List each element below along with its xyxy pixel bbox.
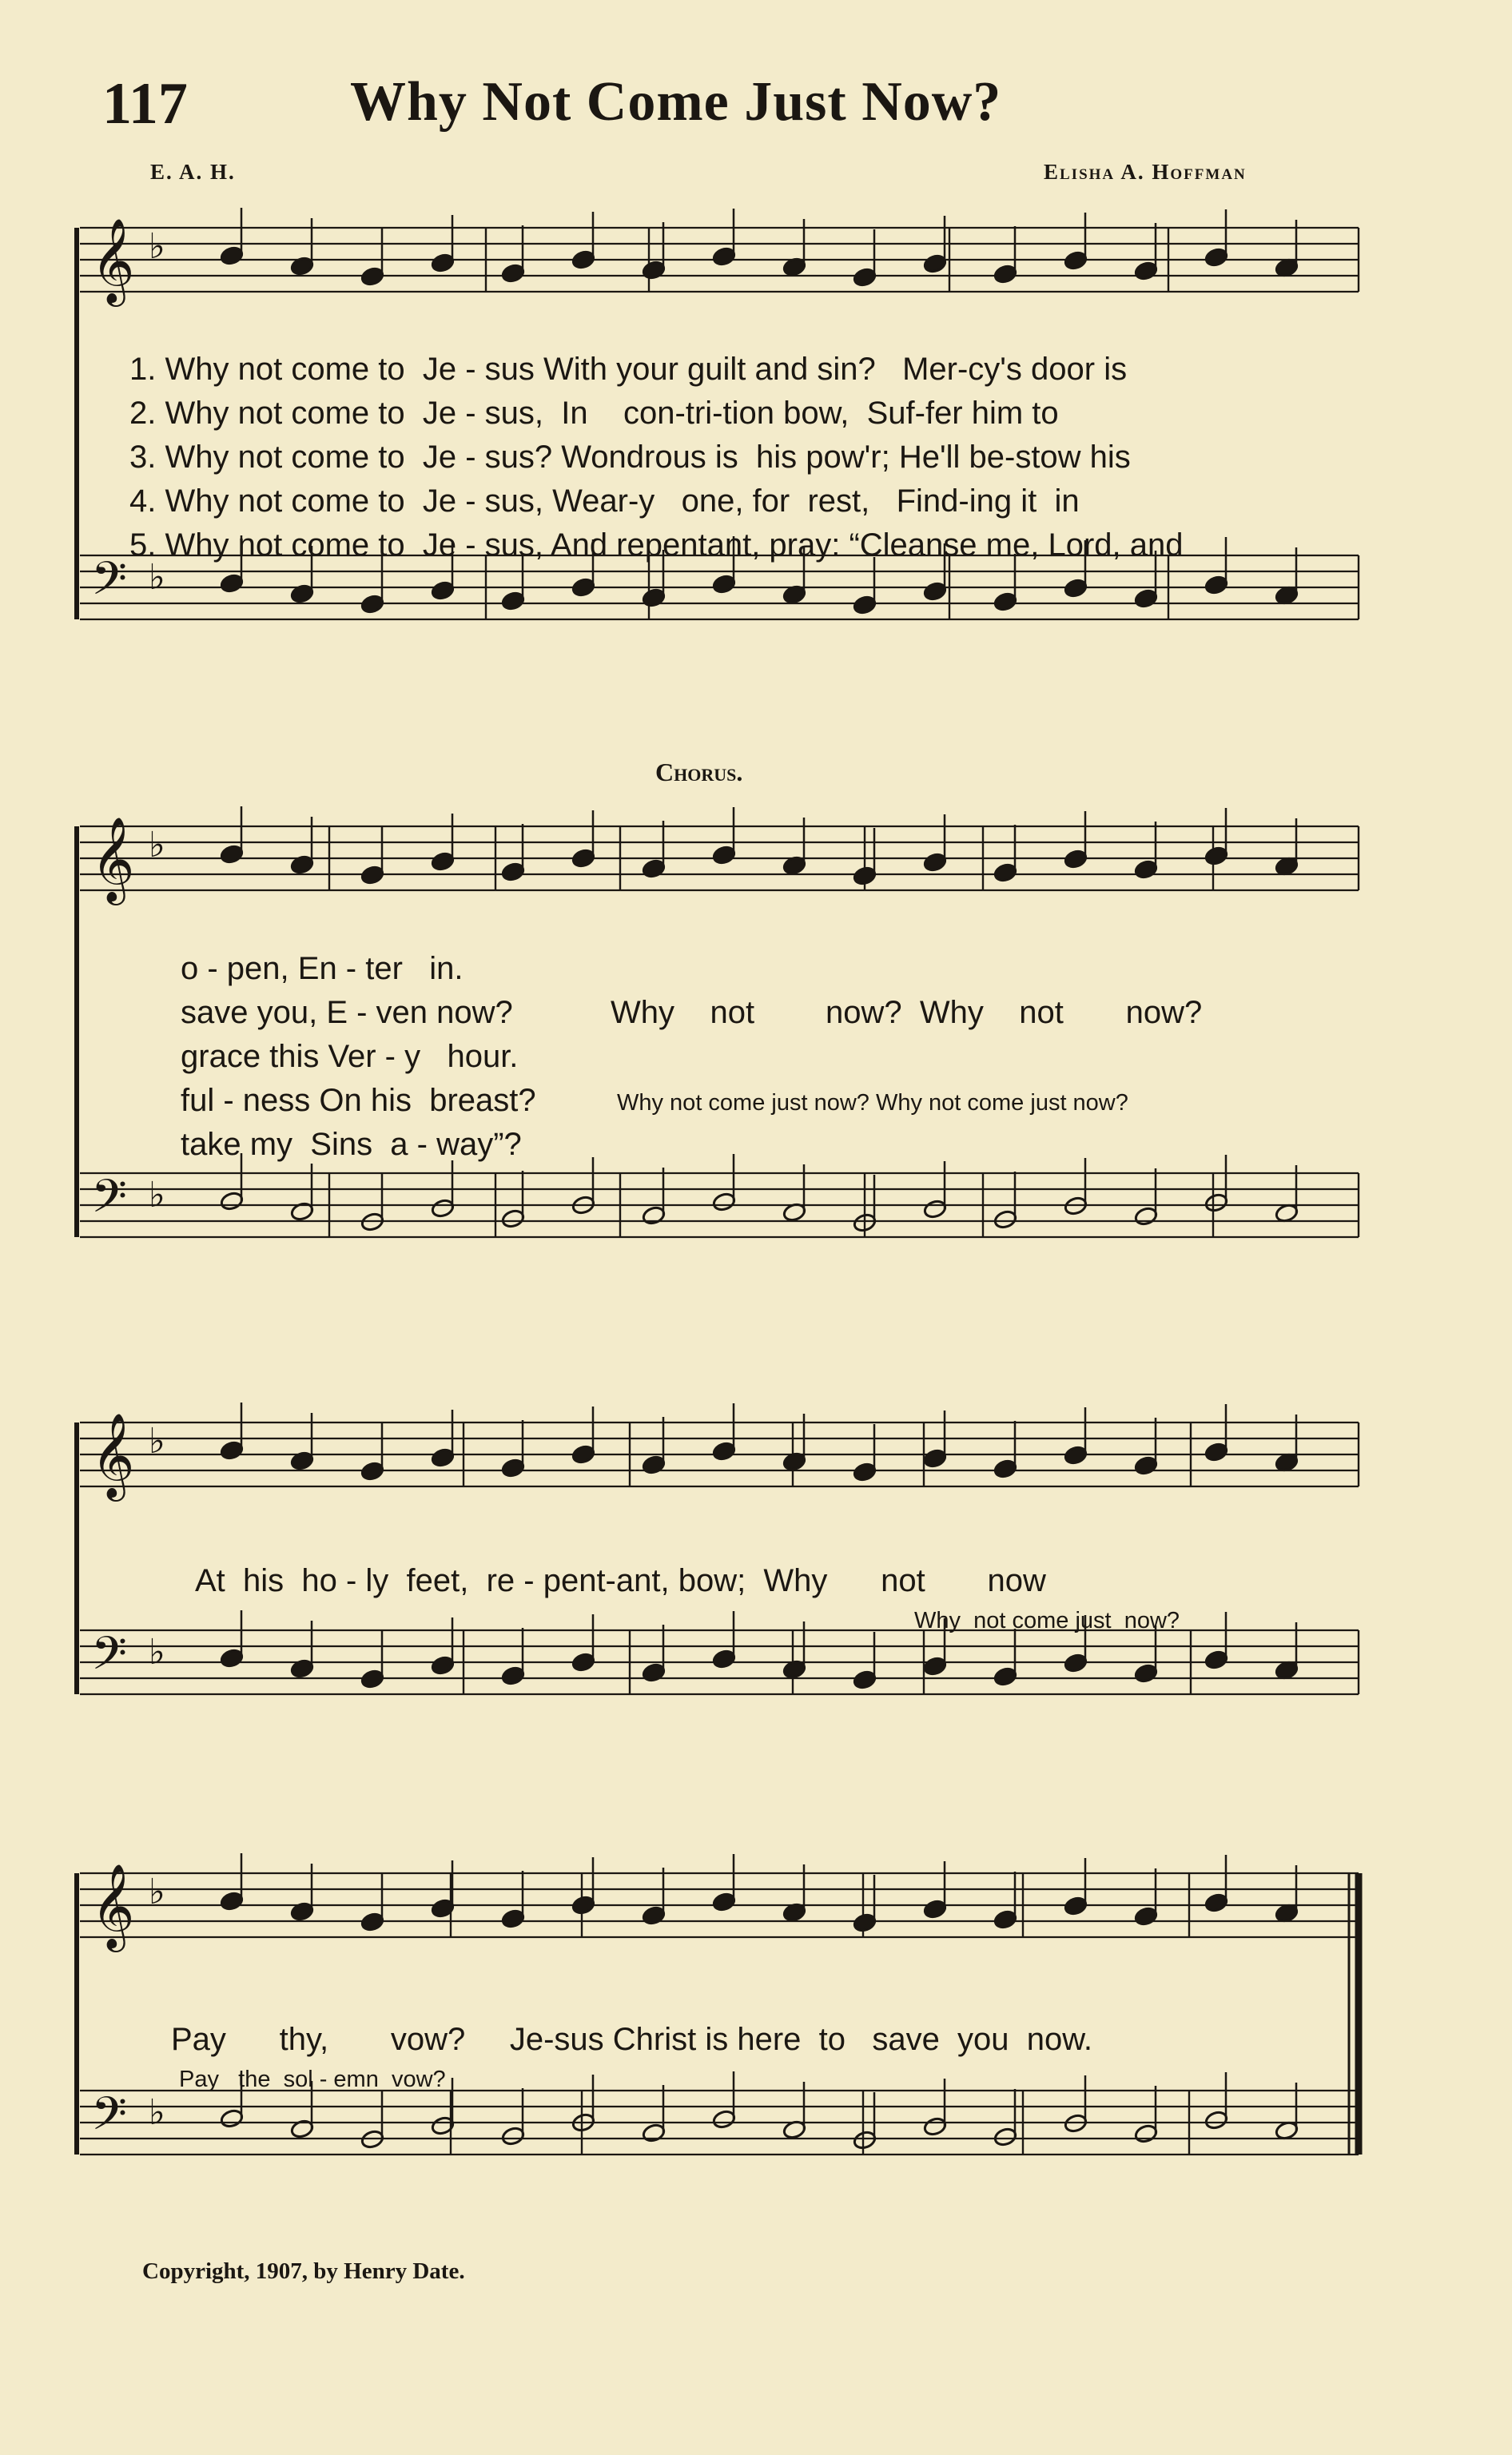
system-4-bass-note bbox=[993, 2127, 1018, 2147]
system-2-bass-note bbox=[1134, 1206, 1159, 1227]
system-1-bass-flat: ♭ bbox=[149, 557, 165, 598]
system-4-treble-note bbox=[360, 1912, 385, 1932]
system-3-bass-note bbox=[712, 1649, 737, 1669]
system-2-treble-clef: 𝄞 bbox=[91, 816, 135, 901]
system-1-bass-note bbox=[360, 594, 385, 615]
verse-1-ending: o - pen, En - ter in. bbox=[181, 951, 464, 986]
system-2-bass-note bbox=[220, 1191, 245, 1212]
system-3-bass-note bbox=[853, 1669, 877, 1690]
system-4-treble-note bbox=[1064, 1896, 1088, 1916]
system-2-treble-flat: ♭ bbox=[149, 825, 165, 865]
system-2-bass-note bbox=[1204, 1192, 1229, 1213]
system-4-bass-note bbox=[220, 2108, 245, 2129]
system-4-treble-note bbox=[923, 1899, 948, 1920]
system-1-bass-note bbox=[431, 580, 456, 601]
verse-2-ending: save you, E - ven now? bbox=[181, 995, 513, 1030]
system-4-treble-note bbox=[853, 1912, 877, 1933]
system-4-treble-note bbox=[220, 1891, 245, 1912]
hymn-title: Why Not Come Just Now? bbox=[350, 71, 1002, 133]
verse-5-line bbox=[129, 527, 1183, 563]
system-3-treble-note bbox=[571, 1444, 596, 1465]
system-3-bass-note bbox=[1064, 1653, 1088, 1673]
system-3-treble-note bbox=[1064, 1445, 1088, 1466]
verse-3-ending: grace this Ver - y hour. bbox=[181, 1039, 519, 1074]
system-4-bass-note bbox=[1204, 2110, 1229, 2131]
system-2-treble-note bbox=[1134, 859, 1159, 880]
system-2-bass-note bbox=[712, 1192, 737, 1212]
system-2-treble-note bbox=[571, 848, 596, 869]
system-4-bass-note bbox=[642, 2123, 666, 2143]
system-2-treble-note bbox=[360, 865, 385, 885]
system-3-bass-note bbox=[993, 1666, 1018, 1687]
system-1-bass-note bbox=[853, 595, 877, 615]
system-1-treble-note bbox=[1204, 247, 1229, 268]
system-4-treble-flat: ♭ bbox=[149, 1872, 165, 1912]
system-3-treble-note bbox=[853, 1462, 877, 1482]
system-1-treble-note bbox=[571, 249, 596, 270]
system-3-bass-note bbox=[1134, 1663, 1159, 1684]
system-1-bass-note bbox=[1204, 575, 1229, 595]
verse-3-line bbox=[129, 440, 1131, 475]
system-1-treble-note bbox=[853, 267, 877, 288]
chorus-line-3: Pay thy, vow? Je-sus Christ is here to save you now. bbox=[171, 2022, 1093, 2057]
verse-number: 1. bbox=[129, 352, 157, 387]
system-3-treble-note bbox=[642, 1454, 666, 1475]
system-3-bass-flat: ♭ bbox=[149, 1632, 165, 1673]
system-1-bass-note bbox=[923, 581, 948, 602]
system-1-treble-note bbox=[220, 245, 245, 266]
system-4-bass-flat: ♭ bbox=[149, 2092, 165, 2133]
system-4-treble-note bbox=[712, 1892, 737, 1912]
system-1-treble-flat: ♭ bbox=[149, 226, 165, 267]
verse-4-ending: ful - ness On his breast? bbox=[181, 1083, 536, 1118]
system-1-bass-note bbox=[712, 574, 737, 595]
verse-number: 2. bbox=[129, 396, 157, 431]
system-3-treble-note bbox=[1204, 1442, 1229, 1462]
verse-number: 4. bbox=[129, 483, 157, 519]
system-2-treble-note bbox=[431, 851, 456, 872]
system-2-treble-note bbox=[220, 844, 245, 865]
system-1-treble-note bbox=[501, 263, 526, 284]
system-1-bass-note bbox=[642, 587, 666, 608]
system-2-bass-clef: 𝄢 bbox=[91, 1169, 128, 1235]
chorus-label: Chorus. bbox=[655, 758, 743, 786]
verse-number: 5. bbox=[129, 527, 157, 563]
hymn-number: 117 bbox=[102, 71, 188, 137]
verse-text: Why not come to Je - sus, And repentant, pray: “Cleanse me, Lord, and bbox=[165, 527, 1184, 563]
system-1-treble-note bbox=[1134, 261, 1159, 281]
lyricist-credit: E. A. H. bbox=[150, 160, 236, 184]
system-1-bass-note bbox=[220, 573, 245, 594]
verse-4-line bbox=[129, 483, 1080, 519]
verse-1-line bbox=[129, 352, 1127, 388]
system-3-bass-note bbox=[642, 1662, 666, 1683]
system-3-bass-note bbox=[1204, 1649, 1229, 1670]
verse-text: Why not come to Je - sus? Wondrous is his pow'r; He'll be-stow his bbox=[165, 440, 1131, 475]
system-3-treble-clef: 𝄞 bbox=[91, 1412, 135, 1498]
system-1-bass-note bbox=[1134, 588, 1159, 609]
system-3-treble-note bbox=[431, 1447, 456, 1468]
chorus-line-1-echo: Why not come just now? Why not come just now? bbox=[617, 1090, 1128, 1116]
system-4-treble-clef: 𝄞 bbox=[91, 1863, 135, 1948]
system-1-bass-note bbox=[993, 591, 1018, 612]
system-4-treble-note bbox=[571, 1895, 596, 1916]
system-2-bass-note bbox=[993, 1209, 1018, 1230]
system-3-bass-note bbox=[571, 1652, 596, 1673]
chorus-line-3-echo: Pay the sol - emn vow? bbox=[179, 2067, 446, 2092]
verse-number: 3. bbox=[129, 440, 157, 475]
system-4-bass-note bbox=[853, 2130, 877, 2151]
system-2-bass-flat: ♭ bbox=[149, 1175, 165, 1216]
system-3-treble-note bbox=[712, 1441, 737, 1462]
system-4-bass-note bbox=[923, 2116, 948, 2137]
composer-credit: Elisha A. Hoffman bbox=[1044, 160, 1247, 184]
chorus-line-2-echo: Why not come just now? bbox=[914, 1608, 1180, 1633]
system-2-treble-note bbox=[923, 852, 948, 873]
system-3-treble-note bbox=[923, 1448, 948, 1469]
system-4-treble-note bbox=[1134, 1906, 1159, 1927]
system-3-treble-flat: ♭ bbox=[149, 1421, 165, 1462]
system-4-bass-note bbox=[712, 2109, 737, 2130]
system-3-treble-note bbox=[501, 1458, 526, 1478]
system-3-bass-note bbox=[923, 1656, 948, 1677]
system-2-treble-note bbox=[1204, 846, 1229, 866]
system-1-treble-clef: 𝄞 bbox=[91, 217, 135, 303]
system-3-bass-note bbox=[220, 1648, 245, 1669]
system-3-treble-note bbox=[993, 1458, 1018, 1479]
system-1-bass-note bbox=[1064, 578, 1088, 599]
system-3-treble-note bbox=[220, 1440, 245, 1461]
copyright-notice: Copyright, 1907, by Henry Date. bbox=[142, 2258, 465, 2284]
system-3-bass-note bbox=[501, 1665, 526, 1686]
system-1-treble-note bbox=[431, 253, 456, 273]
system-2-treble-note bbox=[501, 861, 526, 882]
system-2-treble-note bbox=[1064, 849, 1088, 869]
system-1-treble-note bbox=[923, 253, 948, 274]
verse-text: Why not come to Je - sus With your guilt and sin? Mer-cy's door is bbox=[165, 352, 1128, 387]
verse-5-ending: take my Sins a - way”? bbox=[181, 1127, 522, 1162]
system-2-treble-note bbox=[993, 862, 1018, 883]
system-3-treble-note bbox=[360, 1461, 385, 1482]
verse-2-line bbox=[129, 396, 1059, 432]
system-1-treble-note bbox=[1064, 250, 1088, 271]
system-2-bass-note bbox=[431, 1198, 456, 1219]
chorus-line-1: Why not now? Why not now? bbox=[611, 995, 1203, 1030]
system-1-treble-note bbox=[712, 246, 737, 267]
system-1-bass-clef: 𝄢 bbox=[91, 551, 128, 617]
system-4-bass-note bbox=[501, 2126, 526, 2147]
system-3-bass-note bbox=[431, 1655, 456, 1676]
system-1-treble-note bbox=[642, 260, 666, 281]
system-2-bass-note bbox=[501, 1208, 526, 1229]
system-4-bass-clef: 𝄢 bbox=[91, 2087, 128, 2152]
verse-text: Why not come to Je - sus, Wear-y one, for rest, Find-ing it in bbox=[165, 483, 1080, 519]
system-2-treble-note bbox=[712, 845, 737, 865]
verse-text: Why not come to Je - sus, In con-tri-tion bow, Suf-fer him to bbox=[165, 396, 1059, 431]
system-2-bass-note bbox=[642, 1205, 666, 1226]
system-4-treble-note bbox=[1204, 1892, 1229, 1913]
chorus-line-2: At his ho - ly feet, re - pent-ant, bow; Why not now bbox=[195, 1563, 1046, 1598]
system-4-treble-note bbox=[993, 1909, 1018, 1930]
system-2-bass-note bbox=[923, 1199, 948, 1220]
system-4-bass-note bbox=[1134, 2123, 1159, 2144]
system-1-bass-note bbox=[571, 577, 596, 598]
system-3-bass-note bbox=[360, 1669, 385, 1689]
system-4-treble-note bbox=[501, 1908, 526, 1929]
system-3-treble-note bbox=[1134, 1455, 1159, 1476]
system-1-bass-note bbox=[501, 591, 526, 611]
system-2-treble-note bbox=[642, 858, 666, 879]
system-1-treble-note bbox=[993, 264, 1018, 284]
system-1-treble-note bbox=[360, 266, 385, 287]
system-3-bass-clef: 𝄢 bbox=[91, 1626, 128, 1692]
system-4-treble-note bbox=[642, 1905, 666, 1926]
system-2-treble-note bbox=[853, 865, 877, 886]
